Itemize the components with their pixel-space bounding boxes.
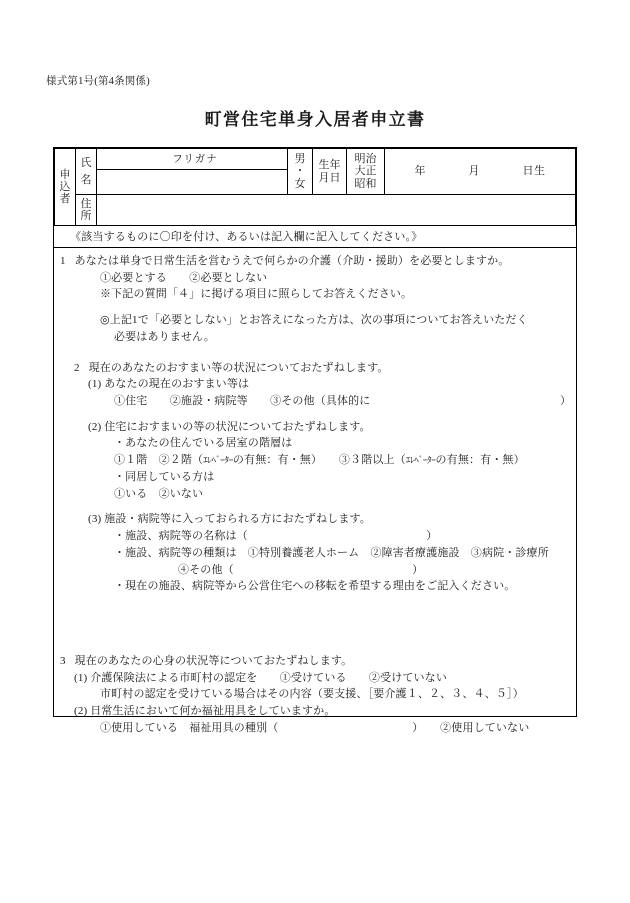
- section-3-item-2-options[interactable]: ①使用している 福祉用具の種別（ ） ②使用していない: [100, 721, 530, 734]
- spacer: [54, 346, 576, 360]
- form-body: [54, 248, 576, 737]
- form-number: 様式第1号(第4条関係): [46, 76, 150, 87]
- address-label-cell: [76, 195, 97, 226]
- era-taisho: 大正: [354, 165, 377, 178]
- section-1-number: 1: [60, 255, 66, 267]
- section-3-item-2-text: 日常生活において何か福祉用具をしていますか。: [90, 705, 336, 718]
- birthdate-year-label: 年: [414, 165, 426, 178]
- section-1-heading-text: あなたは単身で日常生活を営むうえで何らかの介護（介助・援助）を必要としますか。: [74, 255, 510, 267]
- section-2-item-1-options[interactable]: ①住宅 ②施設・病院等 ③その他（具体的に ）: [114, 395, 572, 408]
- address-label-char-2: 所: [80, 210, 92, 222]
- dob-label-line-1: 生年: [318, 159, 341, 172]
- section-2-item-1-label: (1): [88, 378, 102, 391]
- relocation-reason-line: ・現在の施設、病院等から公営住宅への移転を希望する理由をご記入ください。: [114, 580, 516, 593]
- applicant-label-char-3: 者: [59, 193, 71, 206]
- era-showa: 昭和: [354, 177, 377, 190]
- name-label-char-2: 名: [80, 173, 92, 186]
- section-2-floor-options[interactable]: [54, 452, 576, 469]
- dob-label-cell: [313, 149, 347, 195]
- era-label-cell[interactable]: [347, 149, 385, 195]
- facility-type-other-line[interactable]: ④その他（ ）: [178, 563, 424, 576]
- section-1-note: ※下記の質問「４」に掲げる項目に照らしてお答えください。: [100, 288, 413, 301]
- section-2-item-1-text: あなたの現在のおすまい等は: [104, 378, 250, 391]
- name-label-cell: [76, 149, 97, 195]
- section-2-number: 2: [74, 361, 80, 374]
- applicant-label-char-2: 込: [59, 180, 71, 193]
- table-row: [55, 195, 576, 226]
- section-1-heading: [54, 253, 576, 270]
- elevator-label-b: ｴﾚﾍﾞｰﾀｰ: [405, 455, 436, 466]
- section-3-item-2: [54, 703, 576, 720]
- furigana-field[interactable]: [97, 149, 288, 170]
- name-input-cell[interactable]: [97, 170, 288, 195]
- section-3-heading: [54, 653, 576, 670]
- section-3-item-1[interactable]: [54, 670, 576, 687]
- section-2-cohabitant-options[interactable]: ①いる ②いない: [114, 487, 204, 500]
- section-3-heading-text: 現在のあなたの心身の状況等についておたずねします。: [74, 654, 353, 667]
- sex-char-3: 女: [294, 177, 306, 190]
- section-2-heading: [54, 360, 576, 377]
- facility-type-line[interactable]: ・施設、病院等の種類は ①特別養護老人ホーム ②障害者療護施設 ③病院・診療所: [114, 546, 549, 559]
- section-3-number: 3: [60, 654, 66, 667]
- birthdate-field[interactable]: [385, 149, 576, 195]
- section-1-callout-line-1: ◎上記1で「必要としない」とお答えになった方は、次の事項についてお答えいただく: [100, 314, 528, 327]
- applicant-label-char-1: 申: [59, 168, 71, 181]
- dob-label-line-2: 月日: [318, 171, 341, 184]
- floor-options-a: ①１階 ②２階（: [114, 454, 204, 467]
- era-meiji: 明治: [354, 153, 377, 166]
- section-2-item-1: [54, 376, 576, 393]
- section-2-item-2: [54, 419, 576, 436]
- section-3-item-1-detail[interactable]: 市町村の認定を受けている場合はその内容（要支援、［要介護１、２、３、４、５］）: [100, 688, 524, 701]
- spacer: [54, 410, 576, 419]
- free-write-area[interactable]: [54, 595, 576, 653]
- section-1-options[interactable]: ①必要とする ②必要としない: [100, 271, 268, 284]
- sex-char-1: 男: [294, 153, 306, 166]
- facility-name-line[interactable]: ・施設、病院等の名称は（ ）: [114, 530, 438, 543]
- applicant-label-cell: [55, 149, 76, 226]
- sex-label-cell[interactable]: [288, 149, 313, 195]
- section-2-item-3: [54, 511, 576, 528]
- name-label-char-1: 氏: [80, 157, 92, 169]
- birthdate-day-label: 日生: [522, 165, 546, 178]
- section-2-item-2-text: 住宅におすまいの等の状況についておたずねします。: [104, 420, 371, 433]
- sex-char-2: ・: [294, 165, 306, 178]
- birthdate-month-label: 月: [468, 165, 480, 178]
- furigana-label: フリガナ: [172, 153, 218, 165]
- floor-options-b: の有無：有・無） ③３階以上（: [232, 454, 406, 467]
- section-2-heading-text: 現在のあなたのおすまい等の状況についておたずねします。: [88, 361, 389, 374]
- address-label-char-1: 住: [80, 197, 92, 210]
- applicant-table: [54, 148, 576, 226]
- section-1-callout-line-2: 必要はありません。: [114, 330, 216, 343]
- table-row: [55, 149, 576, 170]
- address-input-cell[interactable]: [97, 195, 576, 226]
- section-2-item-2-sub-2: ・同居している方は: [114, 470, 215, 483]
- section-3-item-2-label: (2): [74, 705, 88, 718]
- spacer: [54, 502, 576, 511]
- section-3-item-1-label: (1): [74, 671, 88, 684]
- section-2-item-2-sub-1: ・あなたの住んでいる居室の階層は: [114, 437, 293, 450]
- form-frame: [53, 147, 577, 734]
- section-3-item-1-text: 介護保険法による市町村の認定を ①受けている ②受けていない: [90, 671, 447, 684]
- page-title: 町営住宅単身入居者申立書: [204, 110, 426, 129]
- floor-options-c: の有無：有・無）: [435, 454, 525, 467]
- section-2-item-3-label: (3): [88, 513, 102, 526]
- instruction-notice: 《該当するものに〇印を付け、あるいは記入欄に記入してください。》: [54, 226, 576, 248]
- spacer: [54, 303, 576, 312]
- elevator-label-a: ｴﾚﾍﾞｰﾀｰ: [203, 455, 233, 466]
- section-2-item-2-label: (2): [88, 420, 102, 433]
- section-2-item-3-text: 施設・病院等に入っておられる方におたずねします。: [104, 513, 371, 526]
